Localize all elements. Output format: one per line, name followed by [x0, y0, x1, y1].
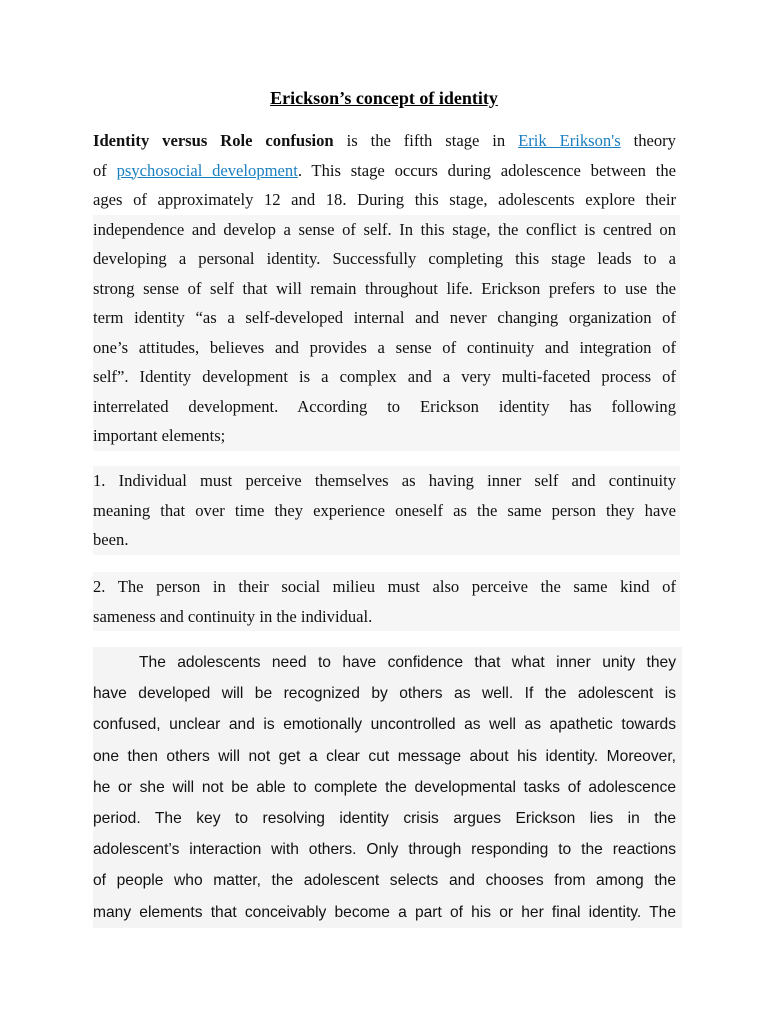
text-line: have developed will be recognized by others as well. If the adolescent is	[93, 678, 682, 709]
text-line: of people who matter, the adolescent selects and chooses from among the	[93, 865, 682, 896]
text-line: independence and develop a sense of self. In this stage, the conflict is centred on	[93, 215, 680, 245]
text-line: confused, unclear and is emotionally uncontrolled as well as apathetic towards	[93, 709, 682, 740]
text-line: period. The key to resolving identity crisis argues Erickson lies in the	[93, 803, 682, 834]
paragraph-identity-intro	[93, 126, 676, 451]
text-line: been.	[93, 525, 680, 555]
text-line	[93, 126, 680, 156]
text-line: sameness and continuity in the individual.	[93, 602, 680, 632]
text-line: meaning that over time they experience oneself as the same person they have	[93, 496, 680, 526]
text-fragment: is the fifth stage in	[333, 131, 519, 150]
link-erik-erikson[interactable]: Erik Erikson's	[518, 131, 621, 150]
list-item-point-2	[93, 572, 676, 631]
text-line: one’s attitudes, believes and provides a sense of continuity and integration of	[93, 333, 680, 363]
text-line: strong sense of self that will remain throughout life. Erickson prefers to use the	[93, 274, 680, 304]
bold-term: Identity versus Role confusion	[93, 131, 334, 150]
document-title	[0, 88, 768, 109]
text-fragment: theory	[620, 131, 676, 150]
text-line: 2. The person in their social milieu must also perceive the same kind of	[93, 572, 680, 602]
paragraph-adolescent-confidence	[93, 647, 676, 928]
text-line: he or she will not be able to complete the developmental tasks of adolescence	[93, 772, 682, 803]
text-line: important elements;	[93, 421, 680, 451]
list-item-point-1	[93, 466, 676, 555]
text-line: one then others will not get a clear cut message about his identity. Moreover,	[93, 741, 682, 772]
text-fragment: of	[93, 160, 117, 180]
text-line	[93, 156, 680, 186]
title-text: Erickson’s concept of identity	[270, 88, 498, 108]
text-fragment: . This stage occurs during adolescence between the	[297, 160, 676, 180]
link-psychosocial-development[interactable]: psychosocial development	[116, 160, 298, 180]
text-line: The adolescents need to have confidence that what inner unity they	[93, 647, 682, 678]
text-line: 1. Individual must perceive themselves as having inner self and continuity	[93, 466, 680, 496]
text-line: ages of approximately 12 and 18. During this stage, adolescents explore their	[93, 190, 676, 209]
text-line: term identity “as a self-developed internal and never changing organization of	[93, 303, 680, 333]
text-line: developing a personal identity. Successfully completing this stage leads to a	[93, 244, 680, 274]
text-line: adolescent’s interaction with others. Only through responding to the reactions	[93, 834, 682, 865]
text-line: interrelated development. According to Erickson identity has following	[93, 392, 680, 422]
text-line: many elements that conceivably become a part of his or her final identity. The	[93, 897, 682, 928]
text-line: self”. Identity development is a complex and a very multi-faceted process of	[93, 362, 680, 392]
